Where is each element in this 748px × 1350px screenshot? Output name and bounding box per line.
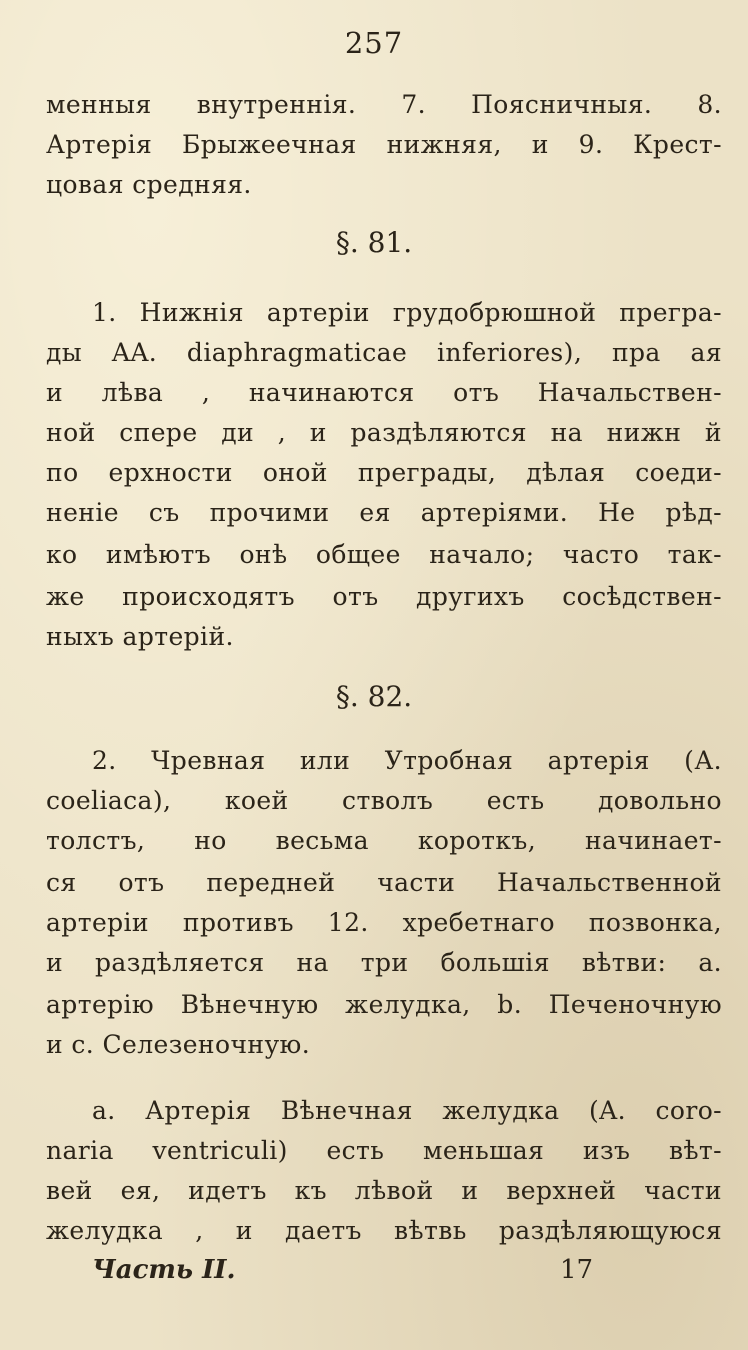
text-line: толстъ, но весьма короткъ, начинает- xyxy=(46,826,722,855)
text-line: и раздѣляется на три большія вѣтви: а. xyxy=(46,948,722,977)
text-line: 2. Чревная или Утробная артерія (А. xyxy=(92,746,722,775)
signature-mark: Часть II. xyxy=(92,1255,236,1285)
section-heading-82: §. 82. xyxy=(335,680,413,713)
sheet-number: 17 xyxy=(560,1255,594,1285)
text-line: ся отъ передней части Начальственной xyxy=(46,868,722,897)
text-line: ды AA. diaphragmaticae inferiores), пра ая xyxy=(46,338,722,367)
text-line: артеріи противъ 12. хребетнаго позвонка, xyxy=(46,908,722,937)
text-line: а. Артерія Вѣнечная желудка (A. coro- xyxy=(92,1096,722,1125)
page-footer xyxy=(92,1255,592,1285)
text-line: желудка , и даетъ вѣтвь раздѣляющуюся xyxy=(46,1216,722,1245)
text-line: цовая средняя. xyxy=(46,170,252,199)
text-line: 1. Нижнія артеріи грудобрюшной прегра- xyxy=(92,298,722,327)
text-line: вей ея, идетъ къ лѣвой и верхней части xyxy=(46,1176,722,1205)
text-line: coeliaca), коей стволъ есть довольно xyxy=(46,786,722,815)
section-heading-81: §. 81. xyxy=(335,226,413,259)
text-line: и с. Селезеночную. xyxy=(46,1030,311,1059)
text-line: неніе съ прочими ея артеріями. Не рѣд- xyxy=(46,498,722,527)
text-line: ной спере ди , и раздѣляются на нижн й xyxy=(46,418,722,447)
text-line: менныя внутреннія. 7. Поясничныя. 8. xyxy=(46,90,722,119)
text-line: Артерія Брыжеечная нижняя, и 9. Крест- xyxy=(46,130,722,159)
text-line: ко имѣютъ онѣ общее начало; часто так- xyxy=(46,540,722,569)
text-line: же происходятъ отъ другихъ сосѣдствен- xyxy=(46,582,722,611)
text-line: ныхъ артерій. xyxy=(46,622,234,651)
text-line: по ерхности оной преграды, дѣлая соеди- xyxy=(46,458,722,487)
text-line: и лѣва , начинаются отъ Начальствен- xyxy=(46,378,722,407)
text-line: naria ventriculi) есть меньшая изъ вѣт- xyxy=(46,1136,722,1165)
text-line: артерію Вѣнечную желудка, b. Печеночную xyxy=(46,990,722,1019)
page-number: 257 xyxy=(344,26,404,60)
